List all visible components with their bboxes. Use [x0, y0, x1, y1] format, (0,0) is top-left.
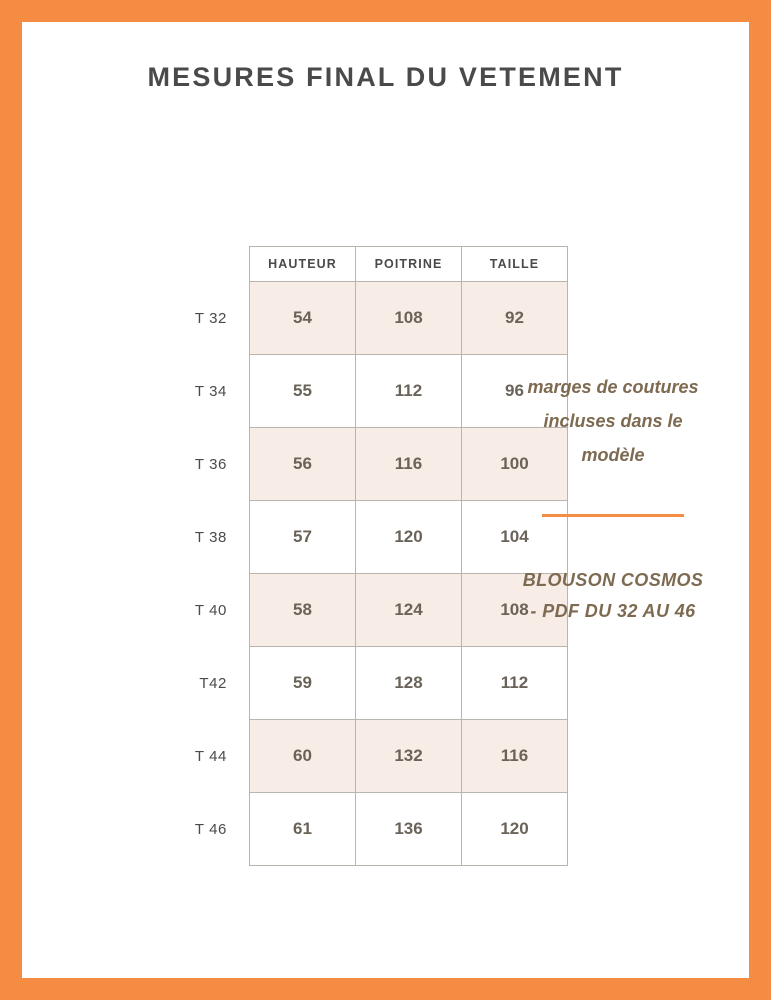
cell-hauteur: 60 — [250, 720, 356, 793]
note-line-3: modèle — [581, 445, 645, 465]
table-corner-cell — [148, 247, 250, 282]
cell-hauteur: 58 — [250, 574, 356, 647]
cell-taille: 96 — [462, 355, 568, 428]
cell-poitrine: 116 — [356, 428, 462, 501]
row-size-label: T42 — [199, 674, 227, 692]
cell-poitrine: 124 — [356, 574, 462, 647]
cell-poitrine: 120 — [356, 501, 462, 574]
cell-poitrine: 136 — [356, 793, 462, 866]
cell-taille: 112 — [462, 647, 568, 720]
page-title: MESURES FINAL DU VETEMENT — [147, 62, 624, 92]
row-size-label: T 32 — [194, 309, 227, 327]
table-header-row — [148, 247, 568, 282]
row-size-label: T 40 — [194, 601, 227, 619]
cell-hauteur: 56 — [250, 428, 356, 501]
cell-hauteur: 59 — [250, 647, 356, 720]
column-header-hauteur: HAUTEUR — [250, 247, 356, 282]
cell-poitrine: 132 — [356, 720, 462, 793]
cell-hauteur: 61 — [250, 793, 356, 866]
row-size-label: T 44 — [194, 747, 227, 765]
pattern-name-line-2: - PDF DU 32 AU 46 — [530, 601, 696, 621]
cell-taille: 100 — [462, 428, 568, 501]
cell-taille: 104 — [462, 501, 568, 574]
cell-poitrine: 108 — [356, 282, 462, 355]
side-notes — [477, 370, 749, 627]
table-row — [148, 720, 568, 793]
document-page — [22, 22, 749, 978]
row-size-label: T 46 — [194, 820, 227, 838]
row-size-label: T 38 — [194, 528, 227, 546]
cell-poitrine: 128 — [356, 647, 462, 720]
divider — [542, 514, 684, 517]
cell-hauteur: 55 — [250, 355, 356, 428]
seam-allowance-note — [477, 370, 749, 472]
column-header-taille: TAILLE — [462, 247, 568, 282]
cell-taille: 92 — [462, 282, 568, 355]
cell-taille: 120 — [462, 793, 568, 866]
note-line-2: incluses dans le — [543, 411, 683, 431]
table-row — [148, 282, 568, 355]
table-row — [148, 793, 568, 866]
cell-hauteur: 57 — [250, 501, 356, 574]
pattern-name — [477, 565, 749, 627]
pattern-name-line-1: BLOUSON COSMOS — [522, 570, 704, 590]
row-size-label: T 34 — [194, 382, 227, 400]
row-size-label: T 36 — [194, 455, 227, 473]
table-row — [148, 647, 568, 720]
cell-taille: 108 — [462, 574, 568, 647]
cell-hauteur: 54 — [250, 282, 356, 355]
column-header-poitrine: POITRINE — [356, 247, 462, 282]
cell-taille: 116 — [462, 720, 568, 793]
cell-poitrine: 112 — [356, 355, 462, 428]
note-line-1: marges de coutures — [527, 377, 699, 397]
